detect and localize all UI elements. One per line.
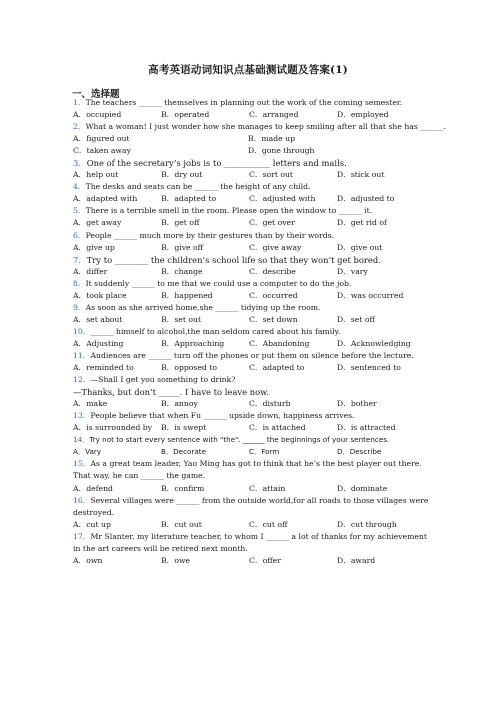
option-a[interactable]: A．own (73, 555, 103, 565)
option-d[interactable]: D．employed (337, 110, 389, 120)
question-15 (73, 458, 433, 482)
option-c[interactable]: C．occurred (249, 290, 298, 300)
options-row (73, 290, 433, 302)
options-row (73, 169, 433, 181)
question-number: 1． (73, 98, 86, 107)
option-a[interactable]: A．figured out (73, 134, 130, 144)
option-a[interactable]: A．occupied (73, 110, 122, 120)
question-text: The desks and seats can be ______ the height of any child. (85, 182, 311, 192)
question-9 (73, 302, 433, 314)
question-text: Several villages were ______ from the outside world,for all roads to those villages were destroyed. (73, 495, 429, 517)
option-a[interactable]: A．Adjusting (73, 338, 124, 348)
option-c[interactable]: C．arranged (249, 110, 299, 120)
option-d[interactable]: D．sentenced to (337, 363, 401, 373)
question-number: 16． (73, 495, 91, 505)
question-16 (73, 495, 433, 519)
option-a[interactable]: A．Vary (73, 447, 102, 457)
options-row (73, 217, 433, 229)
options-row (73, 145, 433, 157)
question-number: 5． (73, 206, 86, 216)
option-c[interactable]: C．sort out (249, 170, 294, 180)
option-a[interactable]: A．set about (73, 314, 123, 324)
option-a[interactable]: A．differ (73, 266, 108, 276)
question-text: Mr Slanter, my literature teacher, to whom I ______ a lot of thanks for my achievement in the art careers will be retired next month. (73, 531, 427, 553)
question-text: As soon as she arrived home,she ______ tidying up the room. (85, 302, 321, 312)
question-text: Audiences are ______ turn off the phones or put them on silence before the lecture. (90, 350, 414, 360)
options-row (73, 193, 433, 205)
option-c[interactable]: C．is attached (249, 423, 306, 433)
options-row (73, 362, 433, 374)
option-b[interactable]: B．cut out (161, 519, 202, 529)
question-3 (73, 157, 433, 169)
option-d[interactable]: D．cut through (337, 519, 397, 529)
option-a[interactable]: A．get away (73, 218, 122, 228)
option-b[interactable]: B．operated (161, 110, 210, 120)
question-text: Try not to start every sentence with "the". ______ the beginnings of your sentences. (89, 435, 390, 445)
question-number: 10． (73, 326, 91, 336)
option-b[interactable]: B．adapted to (161, 194, 217, 204)
question-number: 14． (73, 435, 90, 445)
question-13 (73, 410, 433, 422)
question-number: 4． (73, 182, 86, 192)
option-c[interactable]: C．adjusted with (249, 194, 316, 204)
question-number: 6． (73, 230, 86, 240)
option-b[interactable]: B．give off (161, 242, 204, 252)
option-b[interactable]: B．opposed to (161, 363, 218, 373)
option-d[interactable]: D．give out (337, 242, 383, 252)
options-row (73, 422, 433, 434)
question-number: 17． (73, 531, 91, 541)
options-row (73, 519, 433, 531)
option-b[interactable]: B．Approaching (161, 338, 225, 348)
options-row (73, 338, 433, 350)
question-12-reply: —Thanks, but don’t _____. I have to leave now. (73, 387, 269, 398)
document-title: 高考英语动词知识点基础测试题及答案(1) (148, 64, 348, 76)
question-text: As a great team leader, Yao Ming has got to think that he’s the best player out there. That way, he can ______ the game. (73, 459, 422, 481)
question-17 (73, 531, 433, 555)
option-d[interactable]: D．set off (337, 314, 375, 324)
question-number: 12． (73, 375, 91, 385)
question-1 (73, 97, 433, 109)
options-row (73, 446, 433, 458)
question-text: —Shall I get you something to drink? (90, 375, 236, 385)
option-c[interactable]: C．describe (249, 266, 296, 276)
option-b[interactable]: B．Decorate (161, 447, 207, 457)
options-row (73, 398, 433, 410)
option-d[interactable]: D．bother (337, 399, 377, 409)
option-d[interactable]: D．stick out (337, 170, 385, 180)
options-row (73, 266, 433, 278)
question-number: 9． (73, 302, 86, 312)
option-b[interactable]: B．made up (248, 134, 295, 144)
option-d[interactable]: D．is attracted (337, 423, 396, 433)
option-c[interactable]: C．set down (249, 314, 298, 324)
question-text: Try to ________ the children’s school life so that they won’t get bored. (86, 254, 381, 265)
option-b[interactable]: B．confirm (161, 483, 205, 493)
section-heading: 一、选择题 (72, 89, 120, 100)
question-12 (73, 374, 433, 386)
options-row (73, 109, 433, 121)
option-c[interactable]: C．adapted to (249, 363, 305, 373)
question-11 (73, 350, 433, 362)
question-text: People ______ much more by their gestures than by their words. (85, 230, 335, 240)
question-number: 3． (73, 158, 87, 169)
question-text: There is a terrible smell in the room. Please open the window to ______ it. (85, 206, 373, 216)
option-c[interactable]: C．Form (249, 447, 280, 457)
option-d[interactable]: D．Describe (337, 447, 382, 457)
question-number: 11． (73, 350, 91, 360)
option-b[interactable]: B．change (161, 266, 203, 276)
options-row (73, 314, 433, 326)
option-c[interactable]: C．Abandoning (249, 338, 310, 348)
option-d[interactable]: D．adjusted to (337, 194, 395, 204)
option-a[interactable]: A．make (73, 399, 108, 409)
option-a[interactable]: A．give up (73, 242, 115, 252)
option-a[interactable]: A．cut up (73, 519, 111, 529)
question-text: The teachers ______ themselves in planning out the work of the coming semester. (85, 98, 403, 107)
question-number: 15． (73, 459, 91, 469)
option-d[interactable]: D．award (337, 555, 376, 565)
option-a[interactable]: A．took place (73, 290, 127, 300)
question-2 (73, 121, 446, 133)
option-b[interactable]: B．is swept (161, 423, 207, 433)
option-d[interactable]: D．get rid of (337, 218, 387, 228)
option-d[interactable]: D．vary (337, 266, 368, 276)
option-b[interactable]: B．happened (161, 290, 213, 300)
question-text: ______ himself to alcohol,the man seldom cared about his family. (90, 326, 341, 336)
question-6 (73, 230, 433, 242)
option-b[interactable]: B．get off (161, 218, 200, 228)
option-c[interactable]: C．taken away (73, 146, 131, 156)
option-c[interactable]: C．give away (249, 242, 302, 252)
question-14 (73, 434, 433, 446)
option-b[interactable]: B．set out (161, 314, 202, 324)
option-a[interactable]: A．defend (73, 483, 113, 493)
question-5 (73, 205, 433, 217)
option-c[interactable]: C．cut off (249, 519, 288, 529)
options-row (73, 483, 433, 495)
option-b[interactable]: B．owe (161, 555, 191, 565)
option-c[interactable]: C．offer (249, 555, 281, 565)
option-a[interactable]: A．help out (73, 170, 119, 180)
option-a[interactable]: A．adapted with (73, 194, 138, 204)
options-row (73, 133, 433, 145)
options-row (73, 555, 433, 567)
question-10 (73, 326, 433, 338)
option-a[interactable]: A．is surrounded by (73, 423, 152, 433)
option-c[interactable]: C．attain (249, 483, 286, 493)
question-8 (73, 278, 433, 290)
options-row (73, 242, 433, 254)
question-number: 13． (73, 411, 91, 421)
question-number: 7． (73, 254, 87, 265)
question-list (73, 97, 446, 567)
question-text: People believe that when Fu ______ upside down, happiness arrives. (90, 411, 355, 421)
question-text: It suddenly ______ to me that we could use a computer to do the job. (85, 278, 352, 288)
option-d[interactable]: D．dominate (337, 483, 388, 493)
question-number: 2． (73, 122, 86, 132)
option-b[interactable]: B．dry out (161, 170, 203, 180)
option-d[interactable]: D．was occurred (337, 290, 404, 300)
option-b[interactable]: B．annoy (161, 399, 198, 409)
question-text: What a woman! I just wonder how she manages to keep smiling after all that she has ______. (85, 122, 446, 132)
question-number: 8． (73, 278, 86, 288)
option-d[interactable]: D．gone through (248, 146, 315, 156)
option-d[interactable]: D．Acknowledging (337, 338, 411, 348)
option-a[interactable]: A．reminded to (73, 363, 134, 373)
question-4 (73, 181, 433, 193)
option-c[interactable]: C．get over (249, 218, 295, 228)
question-7 (73, 254, 433, 266)
option-c[interactable]: C．disturb (249, 399, 291, 409)
question-text: One of the secretary’s jobs is to ___________ letters and mails. (86, 158, 347, 169)
